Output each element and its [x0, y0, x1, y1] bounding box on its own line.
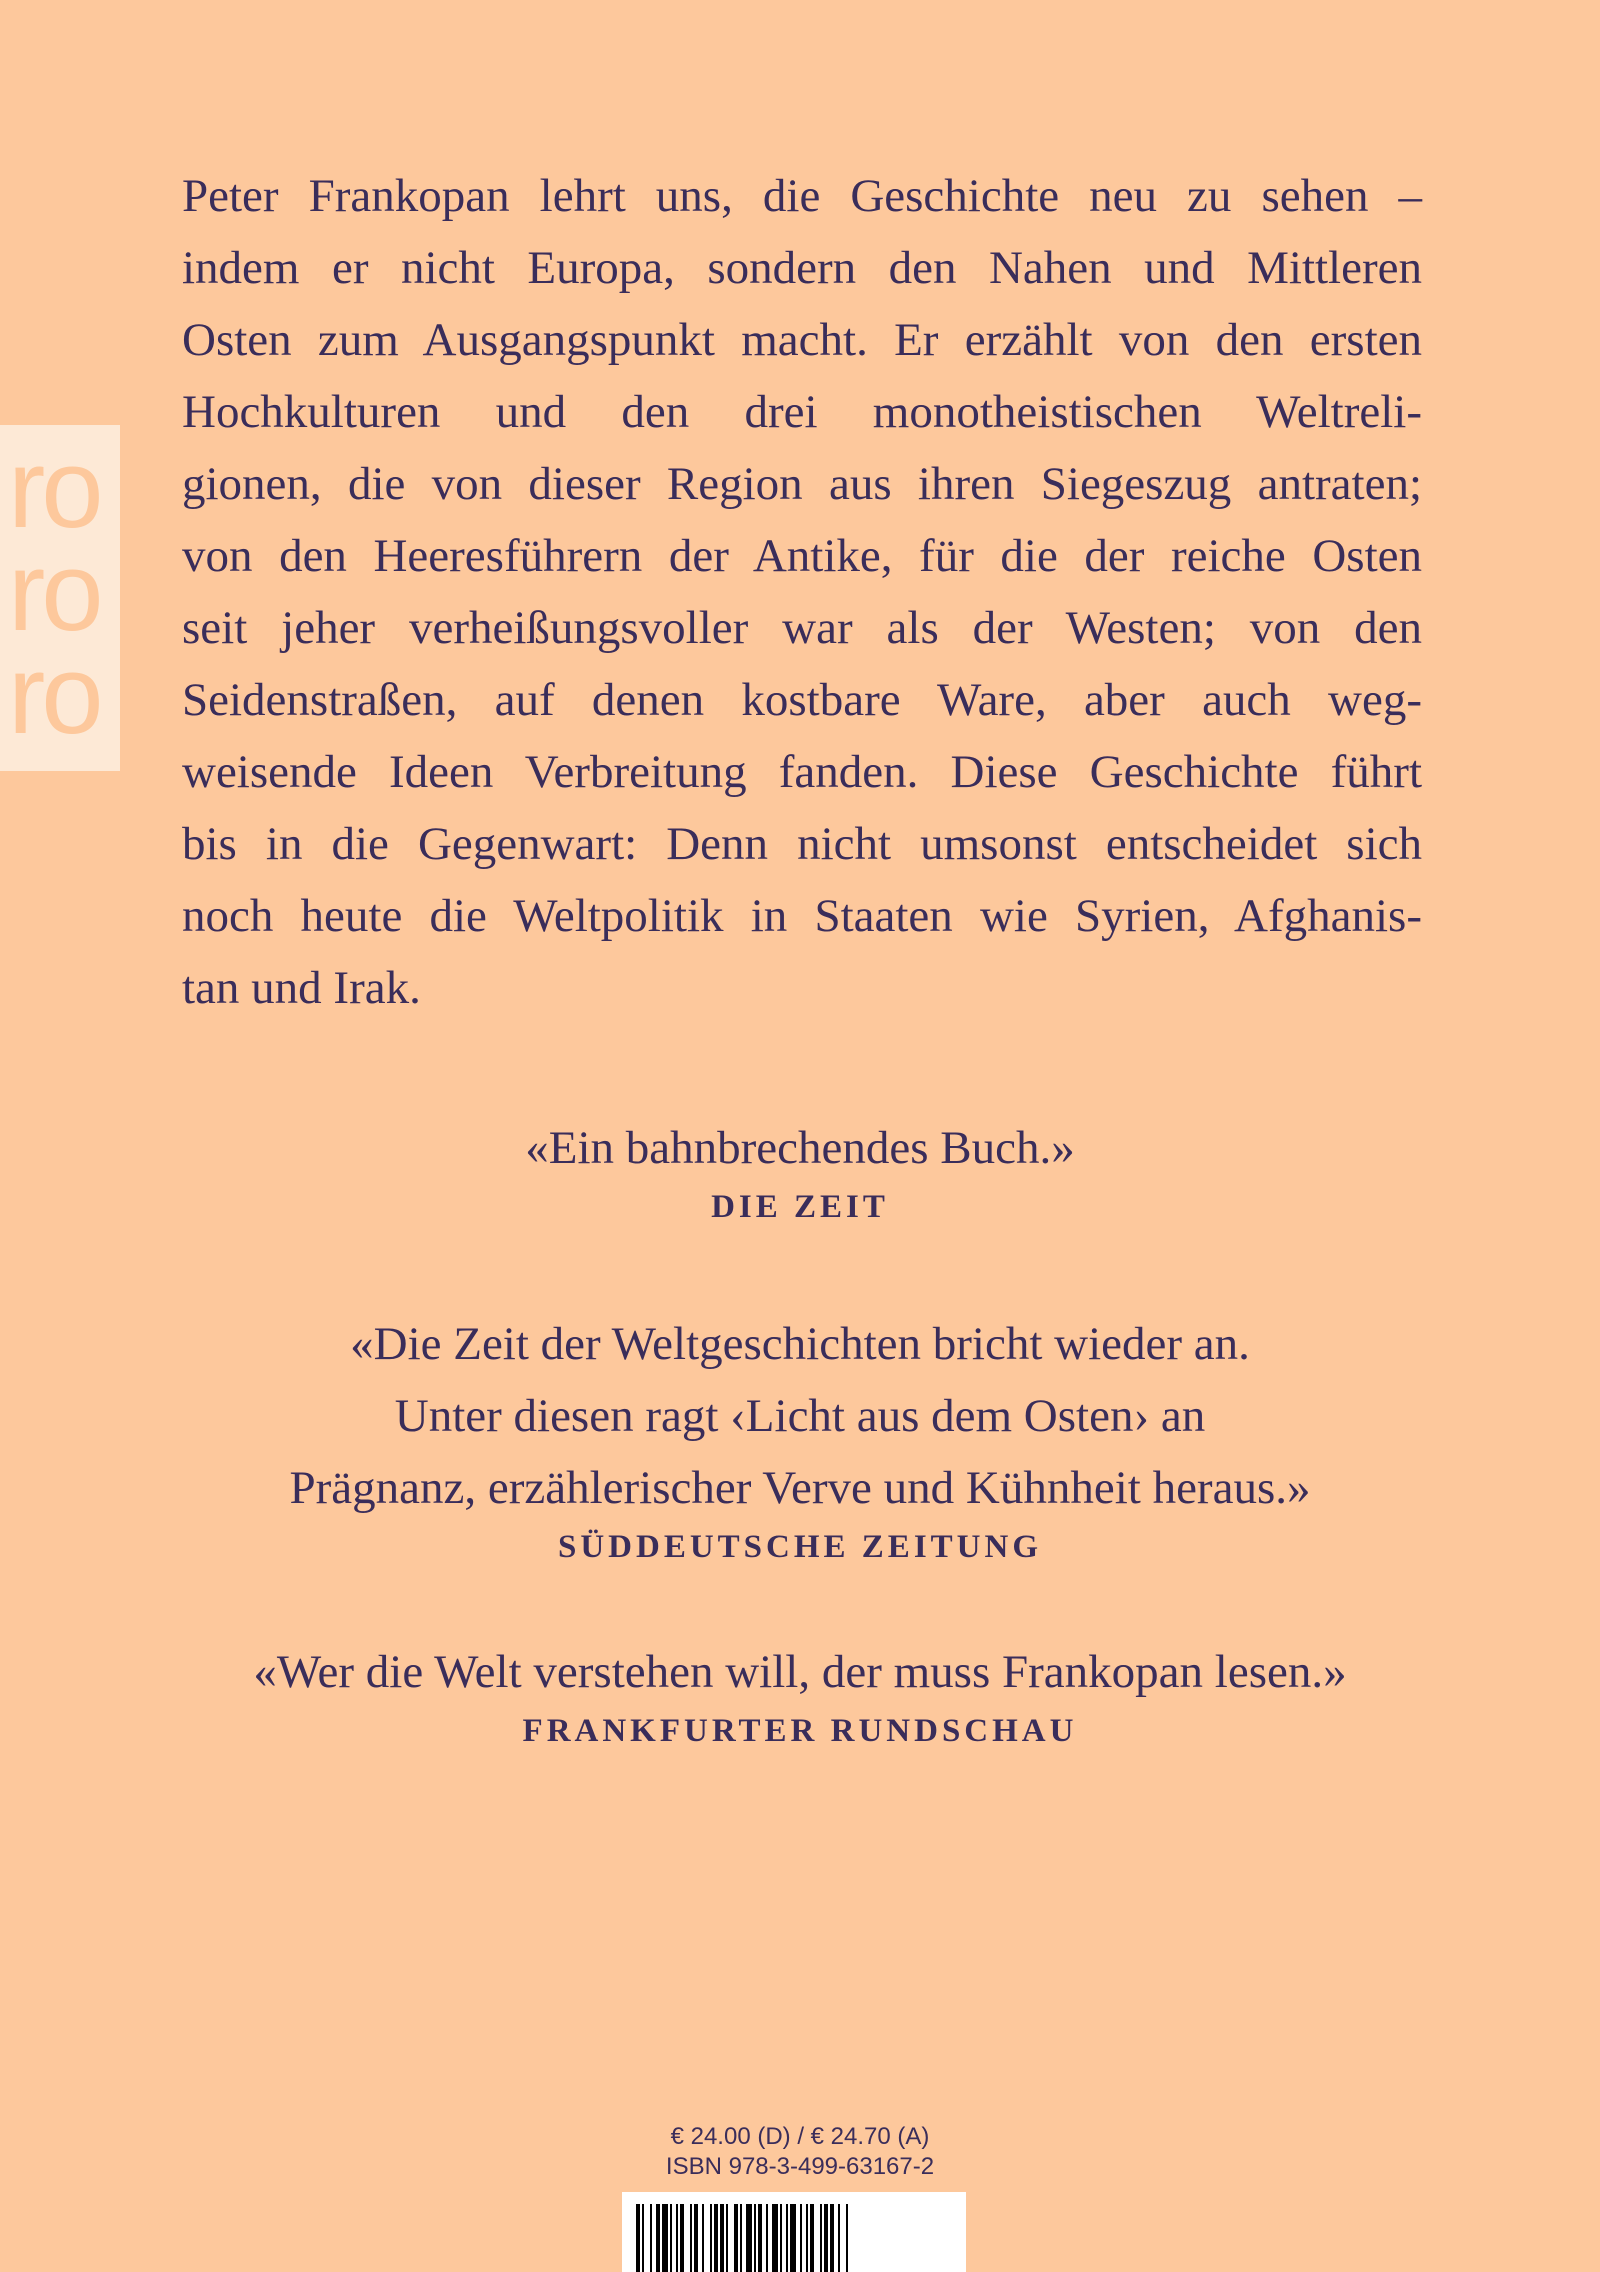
- barcode-bar: [824, 2204, 828, 2272]
- barcode-bar: [690, 2204, 692, 2272]
- barcode-bar: [734, 2204, 738, 2272]
- barcode-bar: [820, 2204, 822, 2272]
- blurb-line: noch heute die Weltpolitik in Staaten wie Syrien, Afghanis-: [182, 890, 1422, 942]
- price-info: [0, 2122, 1600, 2182]
- barcode-bar: [800, 2204, 802, 2272]
- blurb-line: Hochkulturen und den drei monotheistischen Weltreli-: [182, 386, 1422, 438]
- isbn-text: ISBN 978-3-499-63167-2: [665, 2153, 935, 2180]
- barcode-bar: [714, 2204, 718, 2272]
- barcode-bar: [726, 2204, 728, 2272]
- quote-text: «Ein bahnbrechendes Buch.»: [525, 1122, 1075, 1174]
- quote-text: «Wer die Welt verstehen will, der muss Frankopan lesen.»: [253, 1646, 1347, 1698]
- barcode-bar: [636, 2204, 640, 2272]
- logo-line: ro: [8, 529, 100, 654]
- blurb-line: von den Heeresführern der Antike, für die der reiche Osten: [182, 530, 1422, 582]
- barcode-bar: [830, 2204, 834, 2272]
- logo-line: ro: [8, 632, 100, 757]
- quote-source: FRANKFURTER RUNDSCHAU: [522, 1713, 1078, 1749]
- barcode-bar: [846, 2204, 848, 2272]
- blurb-line: Peter Frankopan lehrt uns, die Geschichte neu zu sehen –: [182, 170, 1422, 222]
- quote-source: SÜDDEUTSCHE ZEITUNG: [557, 1529, 1043, 1565]
- barcode: [622, 2192, 966, 2272]
- blurb-line: gionen, die von dieser Region aus ihren Siegeszug antraten;: [182, 458, 1422, 510]
- barcode-bar: [758, 2204, 762, 2272]
- price-text: € 24.00 (D) / € 24.70 (A): [670, 2123, 930, 2150]
- barcode-bar: [790, 2204, 796, 2272]
- barcode-bar: [694, 2204, 698, 2272]
- barcode-bar: [656, 2204, 660, 2272]
- barcode-bar: [676, 2204, 678, 2272]
- rororo-logo: [0, 425, 120, 771]
- barcode-bar: [806, 2204, 808, 2272]
- barcode-bar: [754, 2204, 756, 2272]
- quote-source: DIE ZEIT: [711, 1189, 889, 1225]
- logo-line: ro: [8, 426, 100, 551]
- barcode-bar: [650, 2204, 652, 2272]
- barcode-bar: [746, 2204, 752, 2272]
- barcode-bar: [702, 2204, 704, 2272]
- review-quote-frankfurter: [0, 1636, 1600, 1754]
- barcode-bar: [662, 2204, 668, 2272]
- barcode-bar: [720, 2204, 724, 2272]
- barcode-bar: [710, 2204, 712, 2272]
- quote-text: «Die Zeit der Weltgeschichten bricht wieder an.: [350, 1318, 1250, 1370]
- review-quote-die-zeit: [0, 1112, 1600, 1230]
- book-blurb: [182, 160, 1422, 1024]
- barcode-bar: [680, 2204, 684, 2272]
- barcode-bar: [772, 2204, 778, 2272]
- blurb-line: indem er nicht Europa, sondern den Nahen und Mittleren: [182, 242, 1422, 294]
- barcode-bar: [766, 2204, 768, 2272]
- blurb-line: Osten zum Ausgangspunkt macht. Er erzählt von den ersten: [182, 314, 1422, 366]
- barcode-bar: [642, 2204, 644, 2272]
- quote-text: Prägnanz, erzählerischer Verve und Kühnheit heraus.»: [289, 1462, 1311, 1514]
- barcode-graphic: [622, 2192, 966, 2272]
- barcode-bar: [740, 2204, 742, 2272]
- blurb-line: seit jeher verheißungsvoller war als der Westen; von den: [182, 602, 1422, 654]
- review-quote-sueddeutsche: [0, 1308, 1600, 1570]
- barcode-bar: [780, 2204, 782, 2272]
- blurb-line: weisende Ideen Verbreitung fanden. Diese Geschichte führt: [182, 746, 1422, 798]
- quote-text: Unter diesen ragt ‹Licht aus dem Osten› an: [394, 1390, 1206, 1442]
- blurb-line: bis in die Gegenwart: Denn nicht umsonst entscheidet sich: [182, 818, 1422, 870]
- barcode-bar: [670, 2204, 672, 2272]
- barcode-bar: [786, 2204, 788, 2272]
- blurb-line: tan und Irak.: [182, 962, 421, 1014]
- blurb-line: Seidenstraßen, auf denen kostbare Ware, aber auch weg-: [182, 674, 1422, 726]
- barcode-bar: [810, 2204, 814, 2272]
- barcode-bar: [838, 2204, 840, 2272]
